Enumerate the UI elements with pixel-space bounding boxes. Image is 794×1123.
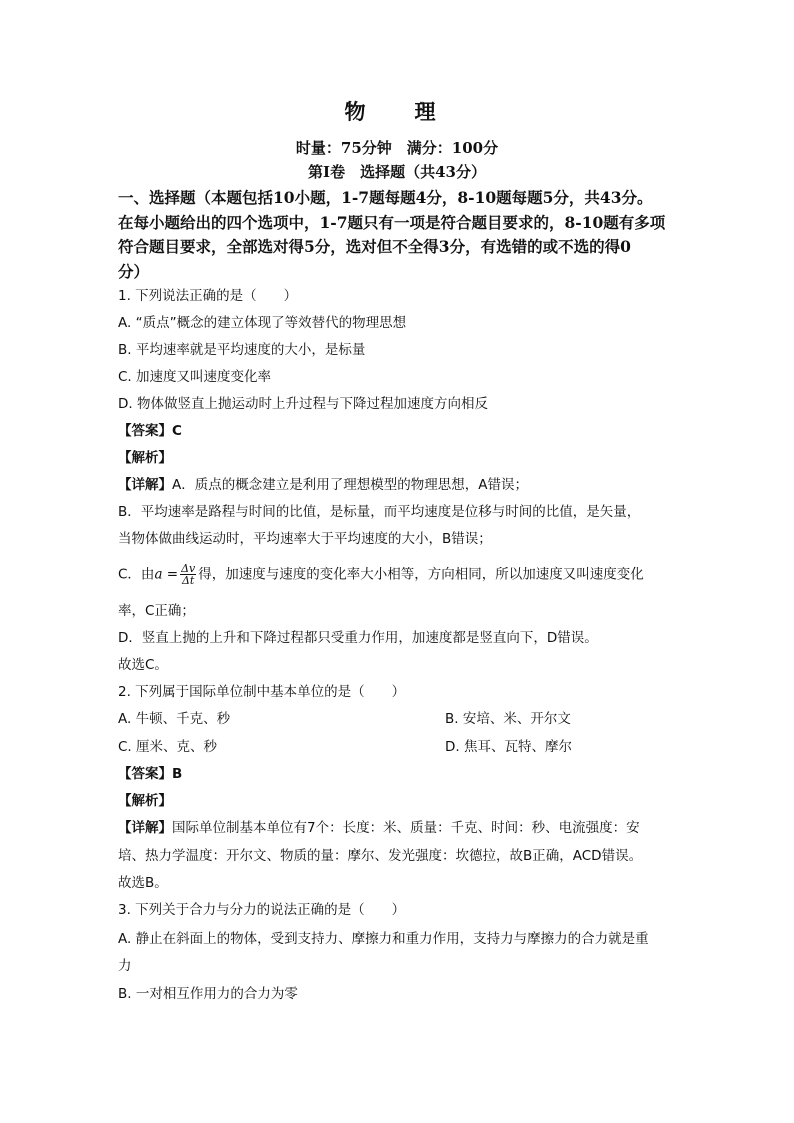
q1-option-b: B. 平均速率就是平均速度的大小，是标量 [118,342,366,358]
q2-analysis-label [118,791,688,811]
detail-label: 【详解】 [118,820,172,836]
detail-text: 国际单位制基本单位有7个：长度：米、质量：千克、时间：秒、电流强度：安 [172,820,640,836]
q2-answer [118,764,688,784]
answer-label: 【答案】C [118,423,182,439]
time-info: 时量：75分钟 满分：100分 [295,139,499,157]
q1-detail-d: D．竖直上抛的上升和下降过程都只受重力作用，加速度都是竖直向下，D错误。 [118,630,598,646]
exam-title: 物 理 [344,99,450,124]
q2-detail-1 [118,818,688,838]
q1-detail-a [118,475,688,495]
instruction-line: 一、选择题（本题包括10小题，1-7题每题4分，8-10题每题5分，共43分。 [118,188,653,207]
q2-option-a: A. 牛顿、千克、秒 [118,711,231,727]
q1-detail-b2: 当物体做曲线运动时，平均速率大于平均速度的大小，B错误； [118,531,492,547]
section-title: 第Ⅰ卷 选择题（共43分） [308,163,486,181]
detail-c-prefix: C．由 [118,566,155,583]
formula-lhs: a = [154,566,179,583]
q3-option-a-line1: A. 静止在斜面上的物体，受到支持力、摩擦力和重力作用，支持力与摩擦力的合力就是重 [118,931,649,947]
q1-option-c: C. 加速度又叫速度变化率 [118,369,272,385]
q1-detail-c [118,563,688,586]
q3-stem: 3. 下列关于合力与分力的说法正确的是（ ） [118,902,406,918]
formula-fraction [180,563,196,586]
analysis-label: 【解析】 [118,450,172,466]
formula-denominator: Δt [181,574,195,587]
q2-option-c: C. 厘米、克、秒 [118,739,218,755]
instruction-line: 在每小题给出的四个选项中，1-7题只有一项是符合题目要求的，8-10题有多项 [118,212,666,232]
answer-label: 【答案】B [118,766,183,782]
q3-option-a-line2: 力 [118,958,132,974]
q1-analysis-label [118,448,688,468]
q1-stem: 1. 下列说法正确的是（ ） [118,288,298,304]
q1-detail-b1: B．平均速率是路程与时间的比值，是标量，而平均速度是位移与时间的比值，是矢量， [118,504,641,520]
instructions [118,186,678,284]
q1-option-a: A. “质点”概念的建立体现了等效替代的物理思想 [118,315,407,331]
q2-options-row-1 [118,709,688,729]
detail-text: A．质点的概念建立是利用了理想模型的物理思想，A错误； [172,477,528,493]
q2-option-d: D. 焦耳、瓦特、摩尔 [445,739,572,755]
q2-options-row-2 [118,737,688,757]
q1-detail-c2: 率，C正确； [118,603,195,619]
q1-option-d: D. 物体做竖直上抛运动时上升过程与下降过程加速度方向相反 [118,396,488,412]
instruction-line: 符合题目要求，全部选对得5分，选对但不全得3分，有选错的或不选的得0 [118,237,631,256]
detail-label: 【详解】 [118,477,172,493]
instruction-line: 分） [118,261,150,281]
q3-option-b: B. 一对相互作用力的合力为零 [118,986,298,1002]
q1-answer [118,421,688,441]
q2-option-b: B. 安培、米、开尔文 [445,711,571,727]
q2-stem: 2. 下列属于国际单位制中基本单位的是（ ） [118,684,406,700]
detail-c-suffix: 得，加速度与速度的变化率大小相等，方向相同，所以加速度又叫速度变化 [198,566,644,583]
formula-numerator: Δv [181,562,196,575]
q2-conclusion: 故选B。 [118,875,168,891]
q1-conclusion: 故选C。 [118,657,168,673]
q2-detail-2: 培、热力学温度：开尔文、物质的量：摩尔、发光强度：坎德拉，故B正确，ACD错误。 [118,848,643,864]
analysis-label: 【解析】 [118,793,172,809]
